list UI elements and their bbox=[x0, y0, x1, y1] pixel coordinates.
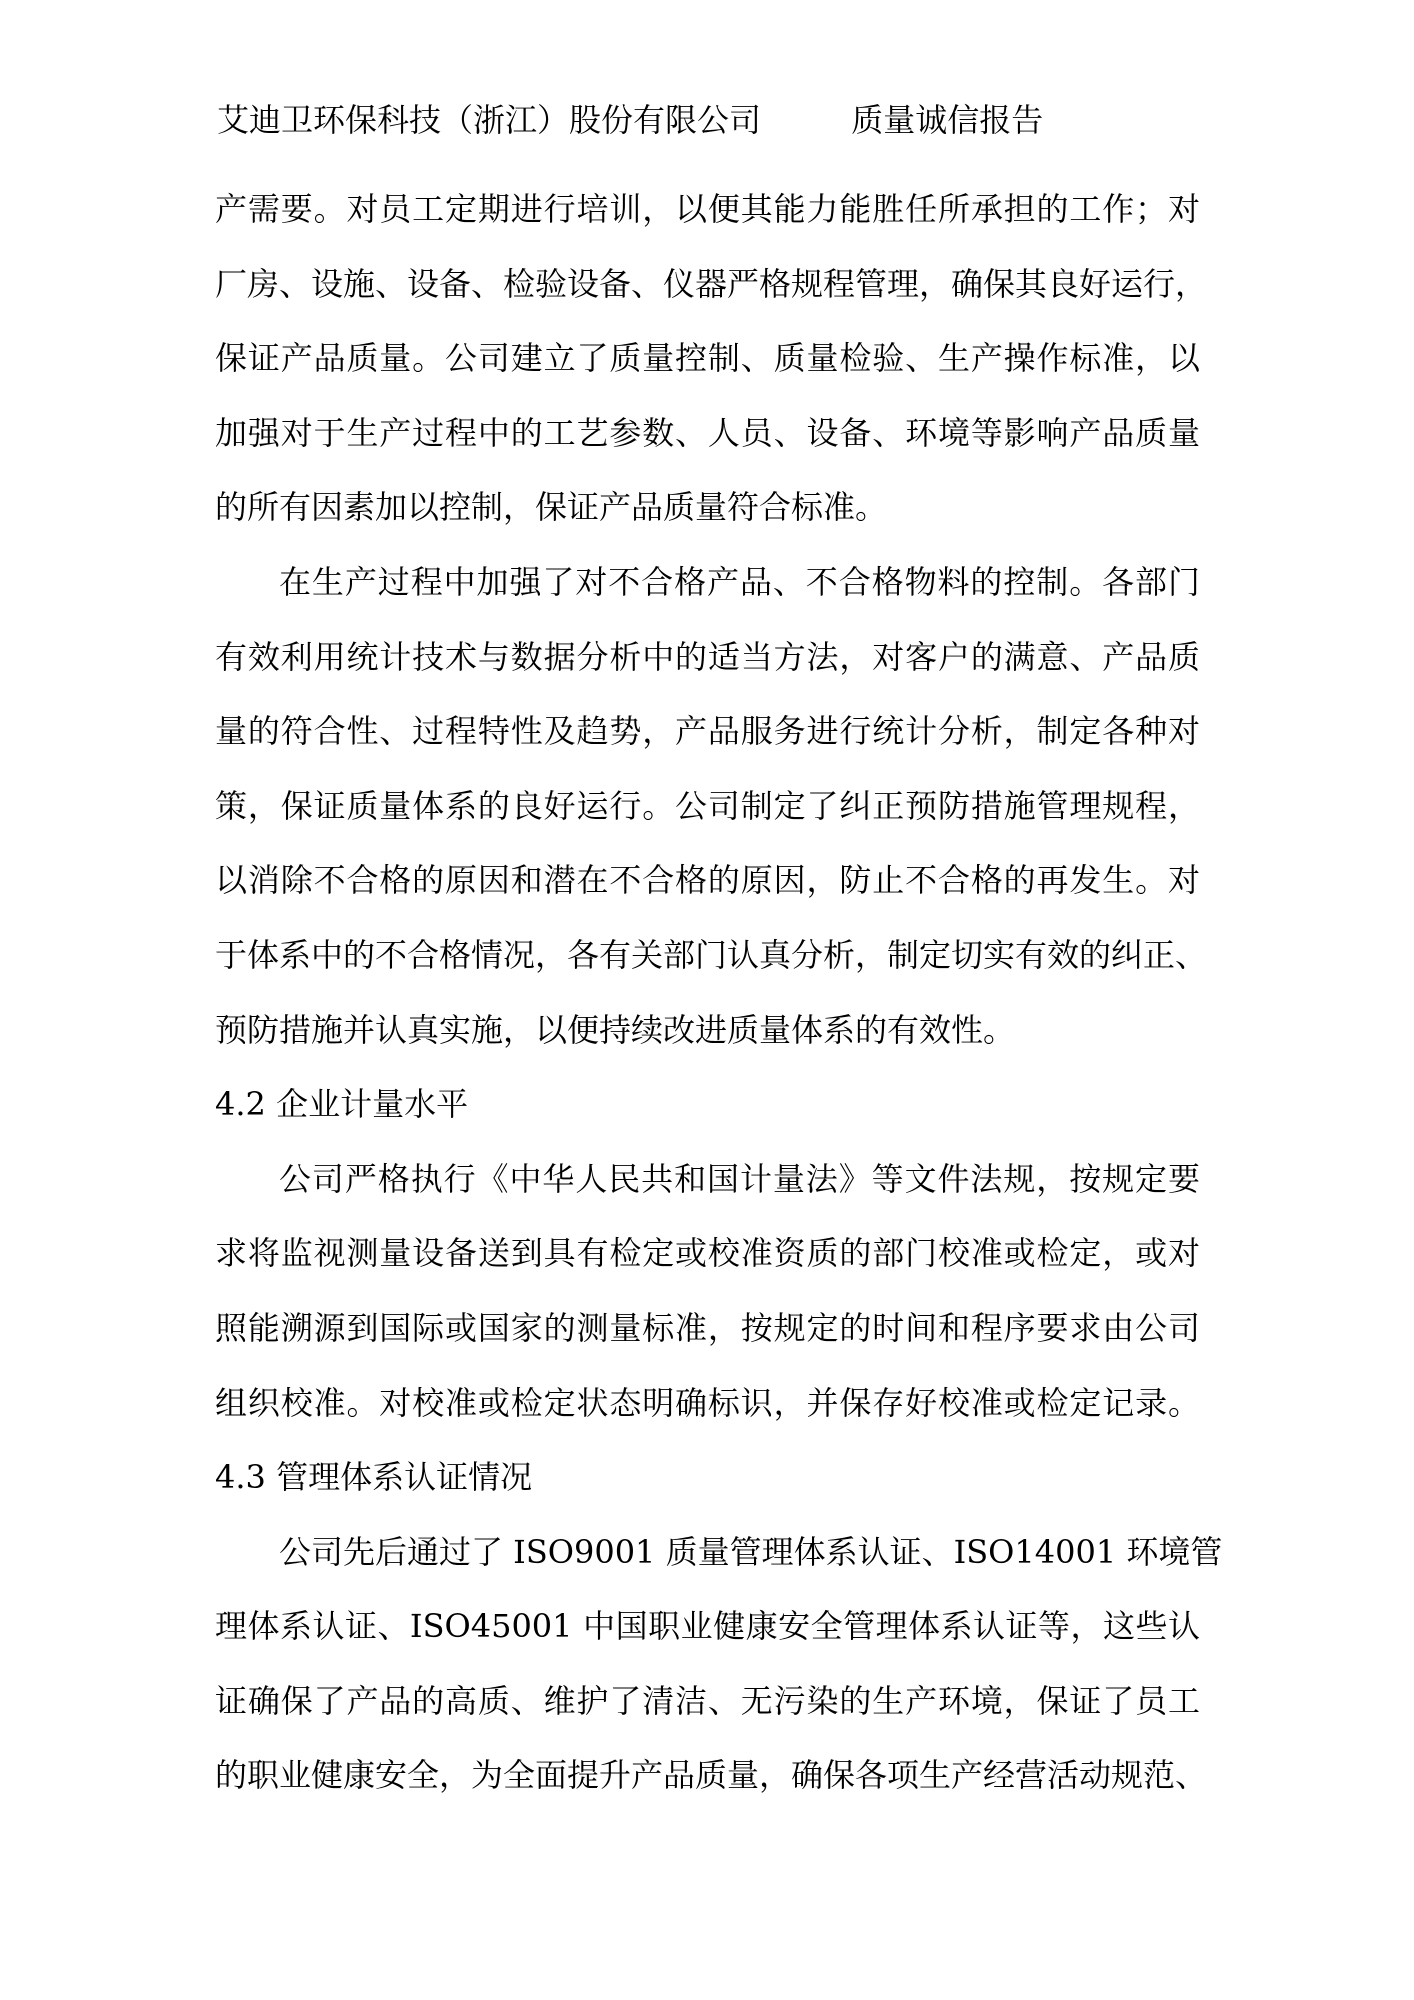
section-heading-4-3: 4.3 管理体系认证情况 bbox=[215, 1458, 533, 1497]
text-line: 有效利用统计技术与数据分析中的适当方法，对客户的满意、产品质 bbox=[215, 637, 1200, 676]
text-line: 的所有因素加以控制，保证产品质量符合标准。 bbox=[215, 488, 888, 527]
text-line: 公司严格执行《中华人民共和国计量法》等文件法规，按规定要 bbox=[279, 1159, 1200, 1198]
text-line: 策，保证质量体系的良好运行。公司制定了纠正预防措施管理规程， bbox=[215, 786, 1200, 825]
text-line: 在生产过程中加强了对不合格产品、不合格物料的控制。各部门 bbox=[279, 562, 1200, 601]
text-line: 以消除不合格的原因和潜在不合格的原因，防止不合格的再发生。对 bbox=[215, 861, 1200, 900]
text-line: 量的符合性、过程特性及趋势，产品服务进行统计分析，制定各种对 bbox=[215, 712, 1200, 751]
text-line: 理体系认证、ISO45001 中国职业健康安全管理体系认证等，这些认 bbox=[215, 1607, 1200, 1646]
text-line: 于体系中的不合格情况，各有关部门认真分析，制定切实有效的纠正、 bbox=[215, 935, 1208, 974]
page-header bbox=[217, 101, 1043, 139]
text-line: 公司先后通过了 ISO9001 质量管理体系认证、ISO14001 环境管 bbox=[279, 1532, 1223, 1571]
text-line: 证确保了产品的高质、维护了清洁、无污染的生产环境，保证了员工 bbox=[215, 1681, 1200, 1720]
header-company-name: 艾迪卫环保科技（浙江）股份有限公司 bbox=[217, 101, 762, 139]
text-line: 组织校准。对校准或检定状态明确标识，并保存好校准或检定记录。 bbox=[215, 1383, 1200, 1422]
text-line: 厂房、设施、设备、检验设备、仪器严格规程管理，确保其良好运行， bbox=[215, 264, 1208, 303]
document-body bbox=[215, 172, 1223, 1813]
section-heading-4-2: 4.2 企业计量水平 bbox=[215, 1085, 469, 1124]
text-line: 产需要。对员工定期进行培训，以便其能力能胜任所承担的工作；对 bbox=[215, 190, 1200, 228]
text-line: 求将监视测量设备送到具有检定或校准资质的部门校准或检定，或对 bbox=[215, 1234, 1200, 1273]
text-line: 预防措施并认真实施，以便持续改进质量体系的有效性。 bbox=[215, 1010, 1016, 1049]
text-line: 保证产品质量。公司建立了质量控制、质量检验、生产操作标准，以 bbox=[215, 339, 1200, 378]
text-line: 的职业健康安全，为全面提升产品质量，确保各项生产经营活动规范、 bbox=[215, 1756, 1208, 1795]
header-doc-title: 质量诚信报告 bbox=[851, 101, 1044, 139]
text-line: 照能溯源到国际或国家的测量标准，按规定的时间和程序要求由公司 bbox=[215, 1308, 1200, 1347]
text-line: 加强对于生产过程中的工艺参数、人员、设备、环境等影响产品质量 bbox=[215, 413, 1200, 452]
